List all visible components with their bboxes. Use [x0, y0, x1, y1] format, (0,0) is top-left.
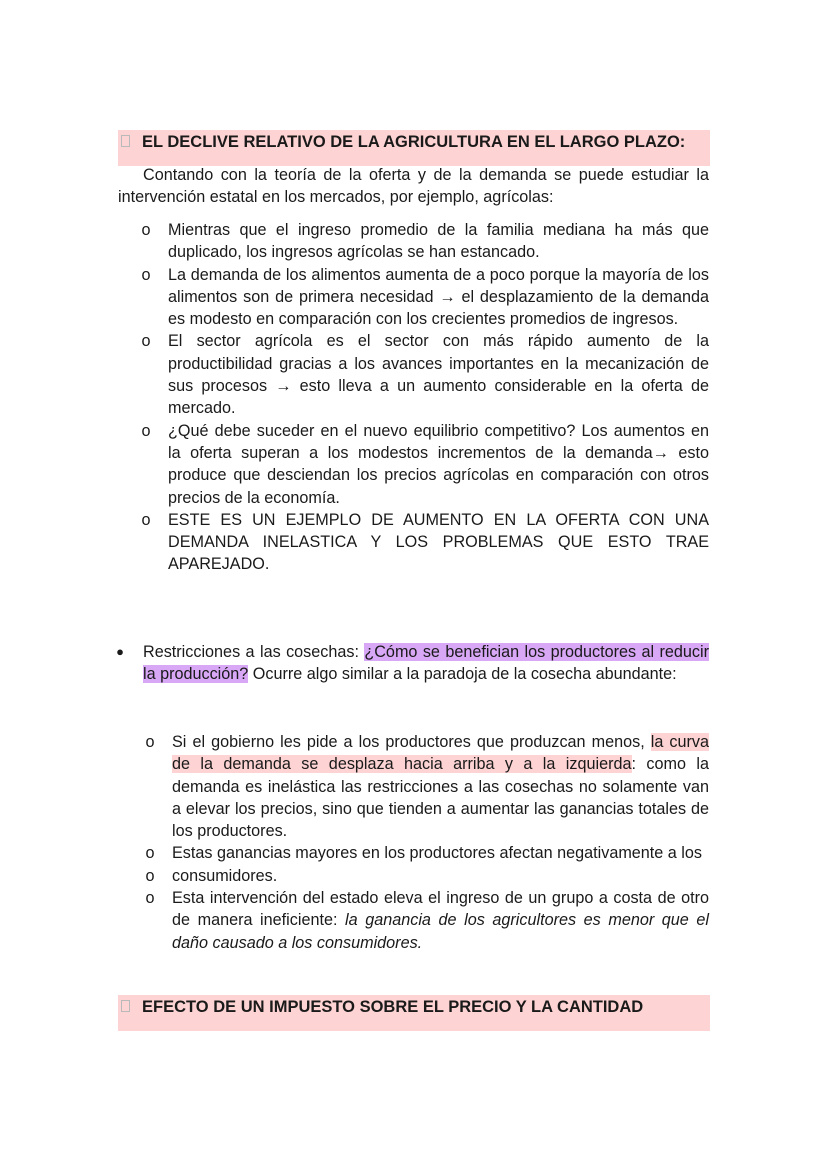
list-item: o ESTE ES UN EJEMPLO DE AUMENTO EN LA OFERTA CON UNA DEMANDA INELASTICA Y LOS PROBLEMAS QUE ESTO TRAE APAREJADO.: [141, 510, 709, 574]
highlighted-question: ¿Cómo se benefician los productores al reducir la producción?: [143, 643, 709, 684]
list-item: o Mientras que el ingreso promedio de la familia mediana ha más que duplicado, los ingresos agrícolas se han estancado.: [141, 221, 709, 262]
list-item: o ¿Qué debe suceder en el nuevo equilibrio competitivo? Los aumentos en la oferta superan a los modestos incrementos de la demanda→ esto produce que desciendan los precios agrícolas en comparación con otros precios de la economía.: [141, 421, 709, 507]
section-heading-declive: EL DECLIVE RELATIVO DE LA AGRICULTURA EN EL LARGO PLAZO:: [118, 130, 710, 166]
checkbox-placeholder-icon: [121, 135, 130, 147]
declive-list: [141, 219, 709, 576]
list-item: ● Restricciones a las cosechas: ¿Cómo se benefician los productores al reducir la producción? Ocurre algo similar a la paradoja de la cosecha abundante:: [116, 643, 709, 684]
restricciones-sublist: [145, 731, 709, 954]
checkbox-placeholder-icon: [121, 1000, 130, 1012]
intro-paragraph: Contando con la teoría de la oferta y de la demanda se puede estudiar la intervención estatal en los mercados, por ejemplo, agrícolas:: [118, 166, 709, 207]
section-heading-impuesto: EFECTO DE UN IMPUESTO SOBRE EL PRECIO Y LA CANTIDAD: [118, 995, 710, 1031]
list-item: o Estas ganancias mayores en los productores afectan negativamente a los: [145, 844, 702, 863]
list-item: o Si el gobierno les pide a los productores que produzcan menos, la curva de la demanda se desplaza hacia arriba y a la izquierda: como la demanda es inelástica las restricciones a las cosechas no solamente van a elevar los precios, sino que tienden a aumentar las ganancias totales de los productores.: [145, 733, 709, 841]
list-item: o La demanda de los alimentos aumenta de a poco porque la mayoría de los alimentos son de primera necesidad → el desplazamiento de la demanda es modesto en comparación con los crecientes promedios de ingresos.: [141, 265, 709, 329]
list-item: o El sector agrícola es el sector con más rápido aumento de la productibilidad gracias a los avances importantes en la mecanización de sus procesos → esto lleva a un aumento considerable en la oferta de mercado.: [141, 332, 709, 418]
restricciones-list: [116, 641, 709, 686]
highlighted-phrase: la curva de la demanda se desplaza hacia arriba y a la izquierda: [172, 733, 709, 774]
list-item: o consumidores.: [145, 866, 278, 885]
list-item: o Esta intervención del estado eleva el ingreso de un grupo a costa de otro de manera ineficiente: la ganancia de los agricultores es menor que el daño causado a los consumidores.: [145, 889, 709, 952]
